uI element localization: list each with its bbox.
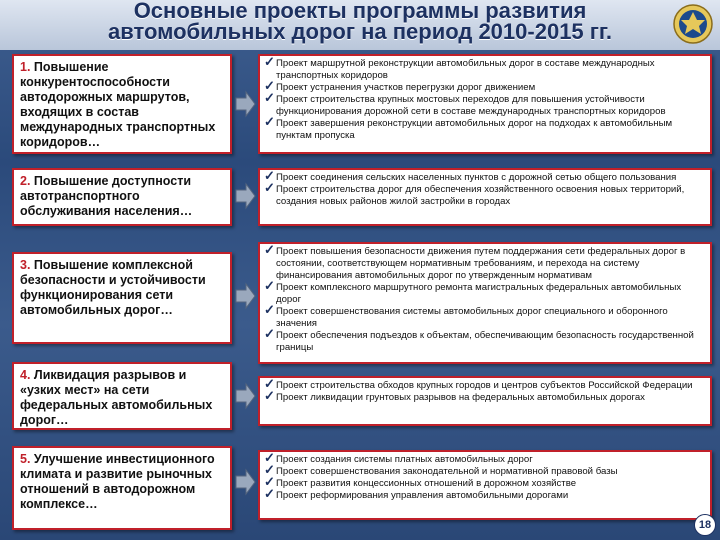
arrow-right-icon — [234, 282, 256, 310]
project-item: ✓ Проект завершения реконструкции автомобильных дорог на подходах к автомобильным пунктам пропуска — [264, 114, 673, 141]
project-item: ✓ Проект обеспечения подъездов к объектам, обеспечивающим безопасность государственной границы — [264, 326, 694, 353]
checkmark-icon: ✓ — [264, 54, 275, 69]
arrow-right-icon — [234, 182, 256, 210]
project-item: ✓ Проект совершенствования законодательной и нормативной правовой базы — [264, 462, 618, 477]
goal-box-1 — [12, 54, 232, 154]
title-line-1: Основные проекты программы развития — [133, 0, 587, 23]
goal-box-3 — [12, 252, 232, 344]
project-item: ✓ Проект совершенствования системы автомобильных дорог специального и оборонного значения — [264, 302, 668, 329]
goal-box-4 — [12, 362, 232, 430]
ministry-emblem-icon — [672, 3, 714, 45]
project-item: ✓ Проект комплексного маршрутного ремонта магистральных федеральных автомобильных дорог — [264, 278, 682, 305]
projects-box-1 — [258, 54, 712, 154]
goal-box-5 — [12, 446, 232, 530]
projects-box-4 — [258, 376, 712, 426]
arrow-right-icon — [234, 468, 256, 496]
projects-box-5 — [258, 450, 712, 520]
project-item: ✓ Проект строительства дорог для обеспечения хозяйственного освоения новых территорий, создания новых районов жилой застройки в городах — [264, 180, 685, 207]
checkmark-icon: ✓ — [264, 450, 275, 465]
project-item: ✓ Проект устранения участков перегрузки дорог движением — [264, 78, 536, 93]
checkmark-icon: ✓ — [264, 326, 275, 341]
project-item: ✓ Проект ликвидации грунтовых разрывов на федеральных автомобильных дорогах — [264, 388, 645, 403]
page-number: 18 — [694, 514, 716, 536]
goal-text: Улучшение инвестиционного климата и развитие рыночных отношений в автодорожном комплексе… — [20, 452, 215, 511]
checkmark-icon: ✓ — [264, 376, 275, 391]
checkmark-icon: ✓ — [264, 168, 275, 183]
goal-text: Повышение конкурентоспособности автодорожных маршрутов, входящих в состав международных транспортных коридоров… — [20, 60, 216, 149]
project-item: ✓ Проект строительства обходов крупных городов и центров субъектов Российской Федерации — [264, 376, 693, 391]
project-item: ✓ Проект строительства крупных мостовых переходов для повышения устойчивости функционирования дорожной сети в составе международных транспортных коридоров — [264, 90, 666, 117]
projects-box-2 — [258, 168, 712, 226]
checkmark-icon: ✓ — [264, 278, 275, 293]
goal-number: 5. — [20, 452, 31, 466]
goal-box-2 — [12, 168, 232, 226]
checkmark-icon: ✓ — [264, 474, 275, 489]
checkmark-icon: ✓ — [264, 302, 275, 317]
goal-text: Ликвидация разрывов и «узких мест» на сети федеральных автомобильных дорог… — [20, 368, 213, 427]
checkmark-icon: ✓ — [264, 462, 275, 477]
checkmark-icon: ✓ — [264, 388, 275, 403]
project-item: ✓ Проект маршрутной реконструкции автомобильных дорог в составе международных транспортных коридоров — [264, 54, 655, 81]
goal-number: 2. — [20, 174, 31, 188]
arrow-right-icon — [234, 90, 256, 118]
checkmark-icon: ✓ — [264, 114, 275, 129]
checkmark-icon: ✓ — [264, 78, 275, 93]
project-item: ✓ Проект повышения безопасности движения путем поддержания сети федеральных дорог в состоянии, соответствующем нормативным требованиям, и перехода на систему финансирования автомобильных дорог по утвержденным нормативам — [264, 242, 686, 281]
checkmark-icon: ✓ — [264, 242, 275, 257]
goal-number: 1. — [20, 60, 31, 74]
slide-title — [70, 0, 650, 42]
checkmark-icon: ✓ — [264, 180, 275, 195]
goal-number: 3. — [20, 258, 31, 272]
project-item: ✓ Проект создания системы платных автомобильных дорог — [264, 450, 533, 465]
goal-text: Повышение доступности автотранспортного обслуживания населения… — [20, 174, 193, 218]
goal-number: 4. — [20, 368, 31, 382]
projects-box-3 — [258, 242, 712, 364]
title-line-2: автомобильных дорог на период 2010-2015 гг. — [107, 19, 613, 44]
checkmark-icon: ✓ — [264, 486, 275, 501]
project-item: ✓ Проект развития концессионных отношений в дорожном хозяйстве — [264, 474, 577, 489]
goal-text: Повышение комплексной безопасности и устойчивости функционирования сети автомобильных дорог… — [20, 258, 206, 317]
arrow-right-icon — [234, 382, 256, 410]
project-item: ✓ Проект реформирования управления автомобильными дорогами — [264, 486, 569, 501]
checkmark-icon: ✓ — [264, 90, 275, 105]
project-item: ✓ Проект соединения сельских населенных пунктов с дорожной сетью общего пользования — [264, 168, 677, 183]
